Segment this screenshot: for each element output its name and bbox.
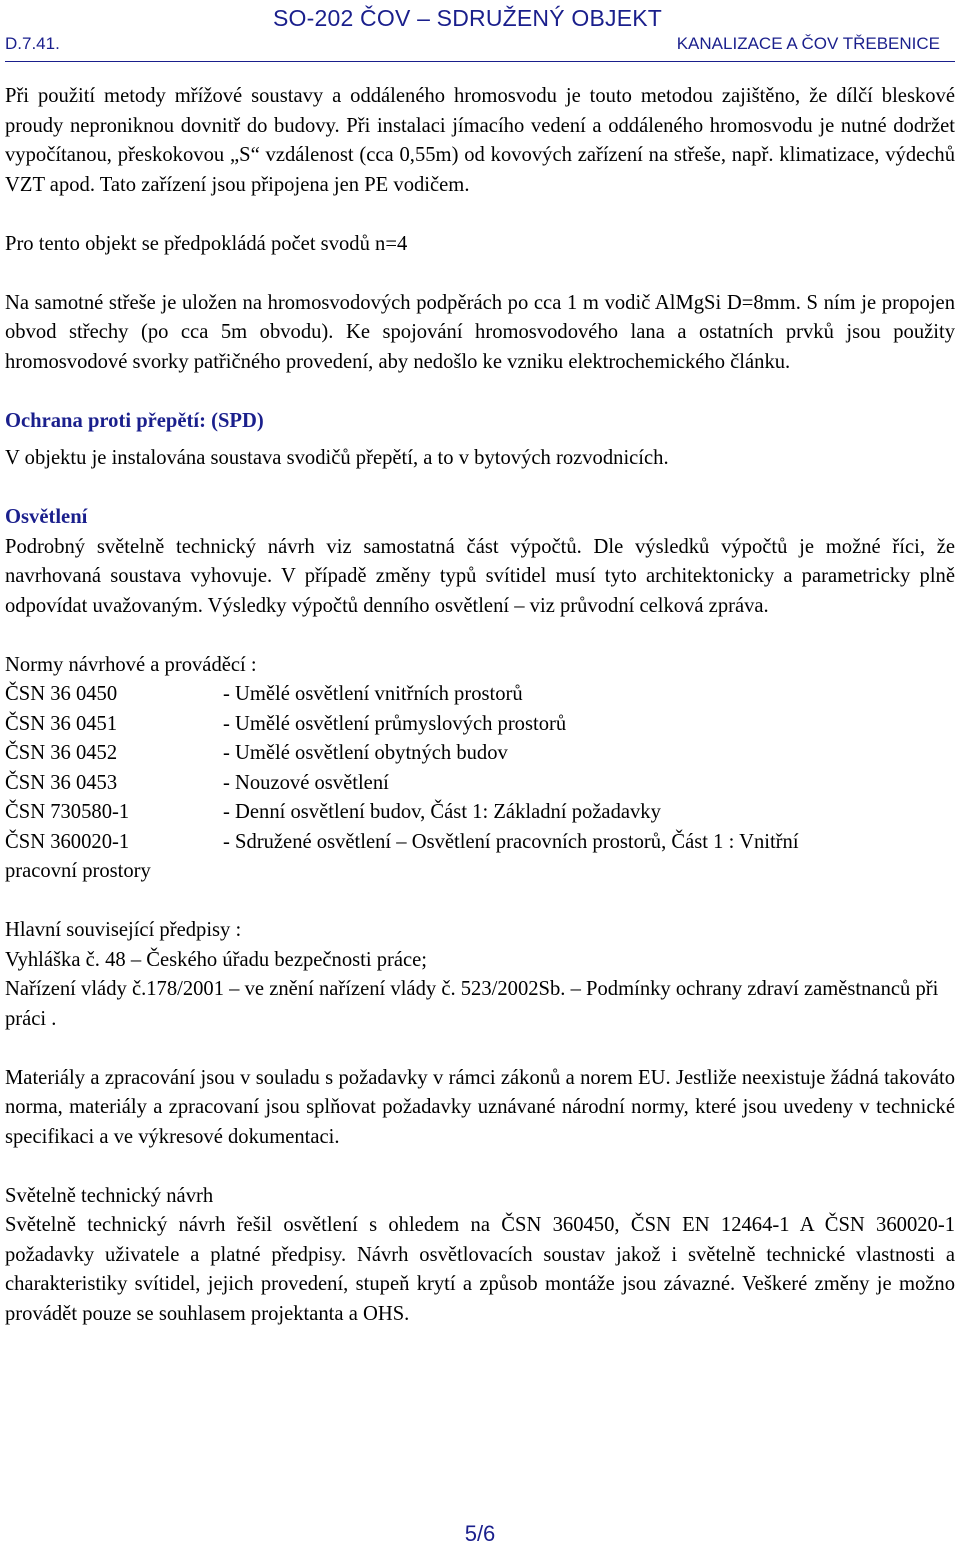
regulations-heading: Hlavní související předpisy : xyxy=(5,919,242,941)
lighting-heading: Osvětlení xyxy=(5,506,88,528)
page-number: 5/6 xyxy=(464,1521,496,1546)
norm-desc: - Umělé osvětlení průmyslových prostorů xyxy=(223,712,567,735)
norms-list xyxy=(5,680,955,887)
paragraph-hromosvod: Při použití metody mřížové soustavy a oddáleného hromosvodu je touto metodou zajištěno, že dílčí bleskové proudy neproniknou dovnitř do budovy. Při instalaci jímacího vedení a oddáleného hromosvodu je nutné dodržet vypočítanou, přeskokovou „S“ vzdálenost (cca 0,55m) od kovových zařízení na střeše, např. klimatizace, výdechů VZT apod. Tato zařízení jsou připojena jen PE vodičem. xyxy=(5,85,955,196)
norm-row xyxy=(5,710,955,740)
norm-desc: - Nouzové osvětlení xyxy=(223,771,389,794)
lighting-design-heading: Světelně technický návrh xyxy=(5,1184,214,1207)
header-title: SO-202 ČOV – SDRUŽENÝ OBJEKT xyxy=(273,5,663,31)
document-body xyxy=(5,82,955,1329)
lighting-text: Podrobný světelně technický návrh viz samostatná část výpočtů. Dle výsledků výpočtů je možné říci, že navrhovaná soustava vyhovuje. V případě změny typů svítidel musí tyto architektonicky a parametricky plně odpovídat uvažovaným. Výsledky výpočtů denního osvětlení – viz průvodní celková zpráva. xyxy=(5,535,955,617)
project-name: KANALIZACE A ČOV TŘEBENICE xyxy=(676,34,940,53)
norm-row xyxy=(5,828,955,858)
materials-paragraph: Materiály a zpracování jsou v souladu s požadavky v rámci zákonů a norem EU. Jestliže neexistuje žádná takováto norma, materiály a zpracovaní jsou splňovat požadavky uznávané národní normy, které jsou uvedeny v technické specifikaci a ve výkresové dokumentaci. xyxy=(5,1066,955,1148)
norm-row xyxy=(5,769,955,799)
norm-code: ČSN 36 0453 xyxy=(5,771,118,794)
header-divider xyxy=(5,61,955,62)
norm-code: ČSN 36 0451 xyxy=(5,712,118,735)
norm-row xyxy=(5,739,955,769)
norms-heading: Normy návrhové a prováděcí : xyxy=(5,653,257,676)
norm-desc: - Umělé osvětlení vnitřních prostorů xyxy=(223,683,523,705)
regulation-line: Nařízení vlády č.178/2001 – ve znění nařízení vlády č. 523/2002Sb. – Podmínky ochrany zdraví zaměstnanců při práci . xyxy=(5,978,939,1030)
norm-desc: - Denní osvětlení budov, Část 1: Základní požadavky xyxy=(223,801,661,823)
norm-continuation: pracovní prostory xyxy=(5,860,151,882)
regulation-line: Vyhláška č. 48 – Českého úřadu bezpečnosti práce; xyxy=(5,948,428,971)
doc-code: D.7.41. xyxy=(5,34,60,53)
norm-row xyxy=(5,798,955,828)
norm-code: ČSN 36 0452 xyxy=(5,742,118,764)
spd-heading: Ochrana proti přepětí: (SPD) xyxy=(5,409,264,432)
norm-desc: - Sdružené osvětlení – Osvětlení pracovních prostorů, Část 1 : Vnitřní xyxy=(223,830,799,853)
norm-row xyxy=(5,680,955,710)
norm-code: ČSN 360020-1 xyxy=(5,830,130,853)
norm-desc: - Umělé osvětlení obytných budov xyxy=(223,742,508,764)
norm-code: ČSN 36 0450 xyxy=(5,683,118,705)
paragraph-svody: Pro tento objekt se předpokládá počet svodů n=4 xyxy=(5,232,408,255)
norm-code: ČSN 730580-1 xyxy=(5,801,130,823)
spd-text: V objektu je instalována soustava svodičů přepětí, a to v bytových rozvodnicích. xyxy=(5,447,669,469)
lighting-design-text: Světelně technický návrh řešil osvětlení s ohledem na ČSN 360450, ČSN EN 12464-1 A ČSN 360020-1 požadavky uživatele a platné předpisy. Návrh osvětlovacích soustav jakož i světelně technické vlastnosti a charakteristiky svítidel, jejich provedení, stupeň krytí a způsob montáže jsou závazné. Veškeré změny je možno provádět pouze se souhlasem projektanta a OHS. xyxy=(5,1214,955,1325)
paragraph-strecha: Na samotné střeše je uložen na hromosvodových podpěrách po cca 1 m vodič AlMgSi D=8mm. S ním je propojen obvod střechy (po cca 5m obvodu). Ke spojování hromosvodového lana a ostatních prvků jsou použity hromosvodové svorky patřičného provedení, aby nedošlo ke vzniku elektrochemického článku. xyxy=(5,291,955,373)
